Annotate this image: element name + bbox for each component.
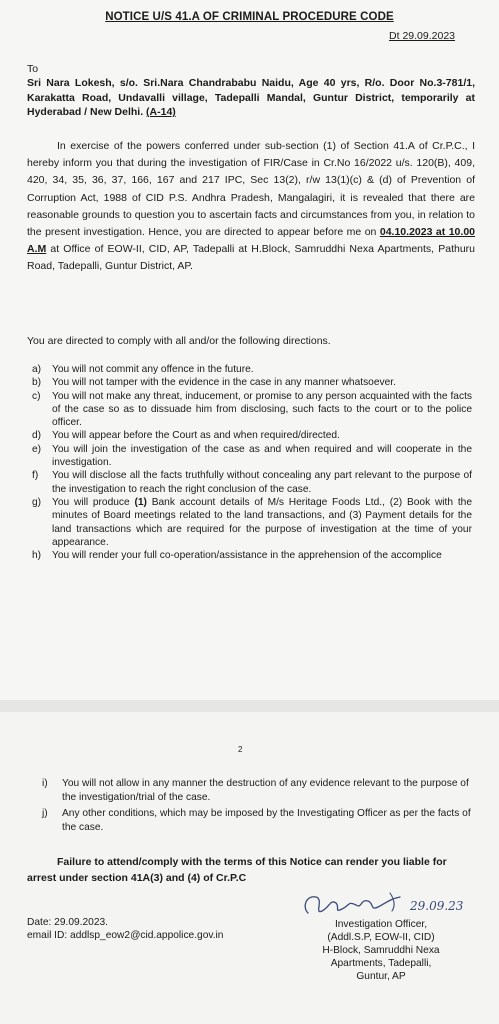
direction-text: You will not commit any offence in the future. — [52, 364, 254, 375]
direction-item — [32, 443, 472, 470]
direction-text: You will join the investigation of the case as and when required and will cooperate in the investigation. — [52, 443, 472, 469]
officer-line: Guntur, AP — [356, 971, 406, 982]
direction-text: You will render your full co-operation/assistance in the apprehension of the accomplice — [52, 550, 442, 562]
direction-item — [42, 807, 472, 834]
issue-details — [27, 916, 223, 942]
accused-reference: (A-14) — [146, 106, 176, 118]
recipient-address-text: Sri Nara Lokesh, s/o. Sri.Nara Chandrababu Naidu, Age 40 yrs, R/o. Door No.3-781/1, Karakatta Road, Undavalli village, Tadepalli Mandal, Guntur District, temporarily at Hyderabad / New Delhi. — [27, 77, 475, 118]
direction-item — [32, 429, 472, 442]
page-number: 2 — [238, 745, 243, 754]
officer-line: Investigation Officer, — [334, 919, 428, 930]
directions-list — [32, 363, 472, 562]
direction-marker: h) — [32, 550, 42, 562]
direction-text: You will not make any threat, inducement, or promise to any person acquainted with the facts of the case so as to dissuade him from disclosing, such facts to the court or to the police officer. — [52, 390, 472, 429]
direction-text-bold: (1) — [134, 496, 147, 508]
main-paragraph-text: In exercise of the powers conferred under sub-section (1) of Section 41.A of Cr.P.C., I hereby inform you that during the investigation of FIR/Case in Cr.No 16/2022 u/s. 120(B), 409, 420, 34, 35, 36, 37, 166, 167 and 217 IPC, Sec 13(2), r/w 13(1)(c) & (d) of Prevention of Corruption Act, 1988 of CID P.S. Andhra Pradesh, Mangalagiri, it is revealed that there are reasonable grounds to question you to ascertain facts and circumstances from you, in relation to the present investigation. Hence, you are directed to appear before me on — [27, 140, 475, 239]
to-label: To — [27, 63, 39, 75]
direction-marker: e) — [32, 443, 42, 455]
officer-block — [296, 918, 466, 983]
direction-text: You will not allow in any manner the destruction of any evidence relevant to the purpose of the investigation/trial of the case. — [62, 778, 469, 803]
recipient-address — [27, 76, 475, 120]
signature-date: 29.09.23 — [410, 899, 464, 913]
direction-text: You will appear before the Court as and when required/directed. — [52, 430, 340, 442]
direction-text: You will disclose all the facts truthfully without concealing any part relevant to the purpose of the investigation to reach the right conclusion of the case. — [52, 470, 472, 495]
appearance-datetime: 04.10.2023 at 10.00 A.M — [27, 226, 475, 256]
direction-item — [32, 376, 472, 389]
direction-item — [42, 777, 472, 804]
officer-email: email ID: addlsp_eow2@cid.appolice.gov.in — [27, 930, 224, 941]
main-paragraph-location: at Office of EOW-II, CID, AP, Tadepalli at H.Block, Samruddhi Nexa Apartments, Pathuru Road, Tadepalli, Guntur District, AP. — [27, 243, 475, 273]
direction-marker: i) — [42, 778, 48, 789]
direction-text: You will not tamper with the evidence in the case in any manner whatsoever. — [52, 377, 396, 389]
direction-text-post: Bank account details of M/s Heritage Foods Ltd., (2) Book with the minutes of Board meetings related to the land transactions, and (3) Payment details for the land transactions which are required for the purpose of investigation at the time of your appearance. — [52, 496, 472, 548]
direction-text: Any other conditions, which may be imposed by the Investigating Officer as per the facts of the case. — [62, 808, 471, 833]
direction-text-pre: You will produce — [52, 496, 135, 508]
direction-item — [32, 363, 472, 376]
officer-line: H-Block, Samruddhi Nexa — [322, 945, 440, 956]
direction-marker: b) — [32, 377, 42, 389]
direction-marker: f) — [32, 470, 39, 482]
direction-marker: a) — [32, 364, 42, 375]
officer-line: (Addl.S.P, EOW-II, CID) — [327, 932, 435, 943]
officer-line: Apartments, Tadepalli, — [330, 958, 432, 969]
main-paragraph — [27, 138, 475, 276]
direction-marker: d) — [32, 430, 42, 442]
page-gap — [0, 700, 499, 712]
direction-item — [32, 390, 472, 430]
arrest-warning: Failure to attend/comply with the terms of this Notice can render you liable for arrest under section 41A(3) and (4) of Cr.P.C — [27, 856, 447, 884]
notice-date: Dt 29.09.2023 — [389, 30, 455, 42]
direction-item — [32, 496, 472, 549]
directions-list-continued — [42, 777, 472, 837]
direction-item — [32, 469, 472, 496]
direction-marker: j) — [42, 808, 48, 820]
direction-marker: g) — [32, 496, 42, 508]
direction-marker: c) — [32, 390, 41, 402]
issue-date: Date: 29.09.2023. — [27, 917, 108, 928]
direction-item — [32, 549, 472, 562]
directions-intro: You are directed to comply with all and/or the following directions. — [27, 335, 331, 347]
notice-title: NOTICE U/S 41.A OF CRIMINAL PROCEDURE CODE — [105, 11, 394, 23]
